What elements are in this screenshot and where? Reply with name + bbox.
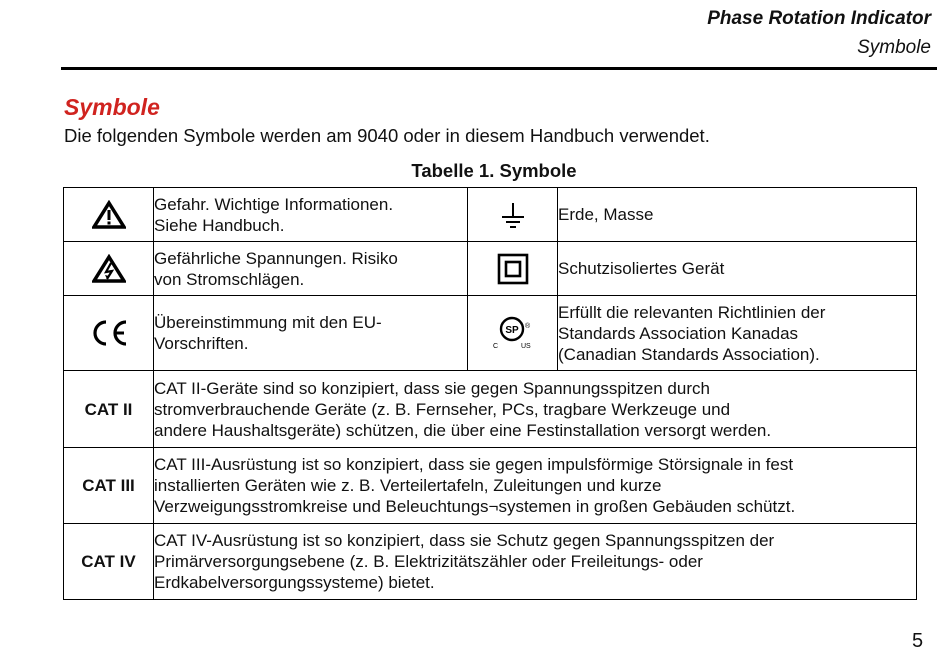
section-title: Symbole — [64, 94, 160, 120]
category-label: CAT III — [64, 448, 154, 524]
csa-c-label: C — [492, 343, 498, 350]
running-header-subtitle: Symbole — [857, 37, 931, 58]
table-row — [64, 448, 917, 524]
table-row — [64, 242, 917, 296]
symbol-description: Erfüllt die relevanten Richtlinien der — [558, 302, 826, 322]
table-row — [64, 371, 917, 448]
svg-text:SP: SP — [504, 325, 519, 336]
symbol-description: Standards Association Kanadas — [558, 323, 799, 343]
high-voltage-triangle-icon — [92, 254, 126, 284]
symbol-description: Gefährliche Spannungen. Risiko — [154, 248, 398, 268]
csa-us-label: US — [520, 343, 531, 350]
section-intro: Die folgenden Symbole werden am 9040 oder in diesem Handbuch verwendet. — [64, 125, 710, 146]
csa-mark-icon — [491, 314, 535, 352]
registered-mark: ® — [524, 323, 530, 330]
running-header-title: Phase Rotation Indicator — [707, 8, 931, 29]
double-insulation-icon — [497, 253, 529, 285]
ground-icon — [501, 201, 525, 229]
table-row — [64, 524, 917, 600]
table-row — [64, 296, 917, 371]
symbol-description: Übereinstimmung mit den EU- — [154, 313, 382, 332]
category-description: stromverbrauchende Geräte (z. B. Fernseher, PCs, tragbare Werkzeuge und — [154, 399, 731, 419]
symbol-description: Vorschriften. — [154, 334, 249, 353]
category-description: CAT III-Ausrüstung ist so konzipiert, dass sie gegen impulsförmige Störsignale in fest — [154, 455, 794, 474]
symbols-table — [63, 187, 917, 600]
symbol-description: von Stromschlägen. — [154, 269, 305, 289]
symbol-description: Schutzisoliertes Gerät — [558, 259, 725, 278]
ce-mark-icon — [88, 318, 130, 348]
table-row — [64, 188, 917, 242]
category-label: CAT II — [64, 371, 154, 448]
symbol-description: Siehe Handbuch. — [154, 215, 285, 235]
category-description: Erdkabelversorgungssysteme) bietet. — [154, 573, 435, 592]
category-description: Primärversorgungsebene (z. B. Elektrizitätszähler oder Freileitungs- oder — [154, 552, 703, 571]
symbol-description: (Canadian Standards Association). — [558, 344, 820, 364]
category-description: CAT IV-Ausrüstung ist so konzipiert, dass sie Schutz gegen Spannungsspitzen der — [154, 531, 775, 550]
category-description: Verzweigungsstromkreise und Beleuchtungs¬systemen in großen Gebäuden schützt. — [154, 497, 796, 516]
header-divider — [61, 67, 937, 70]
category-label: CAT IV — [64, 524, 154, 600]
category-description: installierten Geräten wie z. B. Verteilertafeln, Zuleitungen und kurze — [154, 476, 662, 495]
category-description: CAT II-Geräte sind so konzipiert, dass sie gegen Spannungsspitzen durch — [154, 378, 710, 398]
warning-triangle-icon — [92, 200, 126, 230]
category-description: andere Haushaltsgeräte) schützen, die über eine Festinstallation versorgt werden. — [154, 420, 772, 440]
page-number: 5 — [912, 630, 924, 652]
table-caption: Tabelle 1. Symbole — [411, 160, 577, 181]
symbol-description: Erde, Masse — [558, 205, 654, 224]
symbol-description: Gefahr. Wichtige Informationen. — [154, 194, 394, 214]
